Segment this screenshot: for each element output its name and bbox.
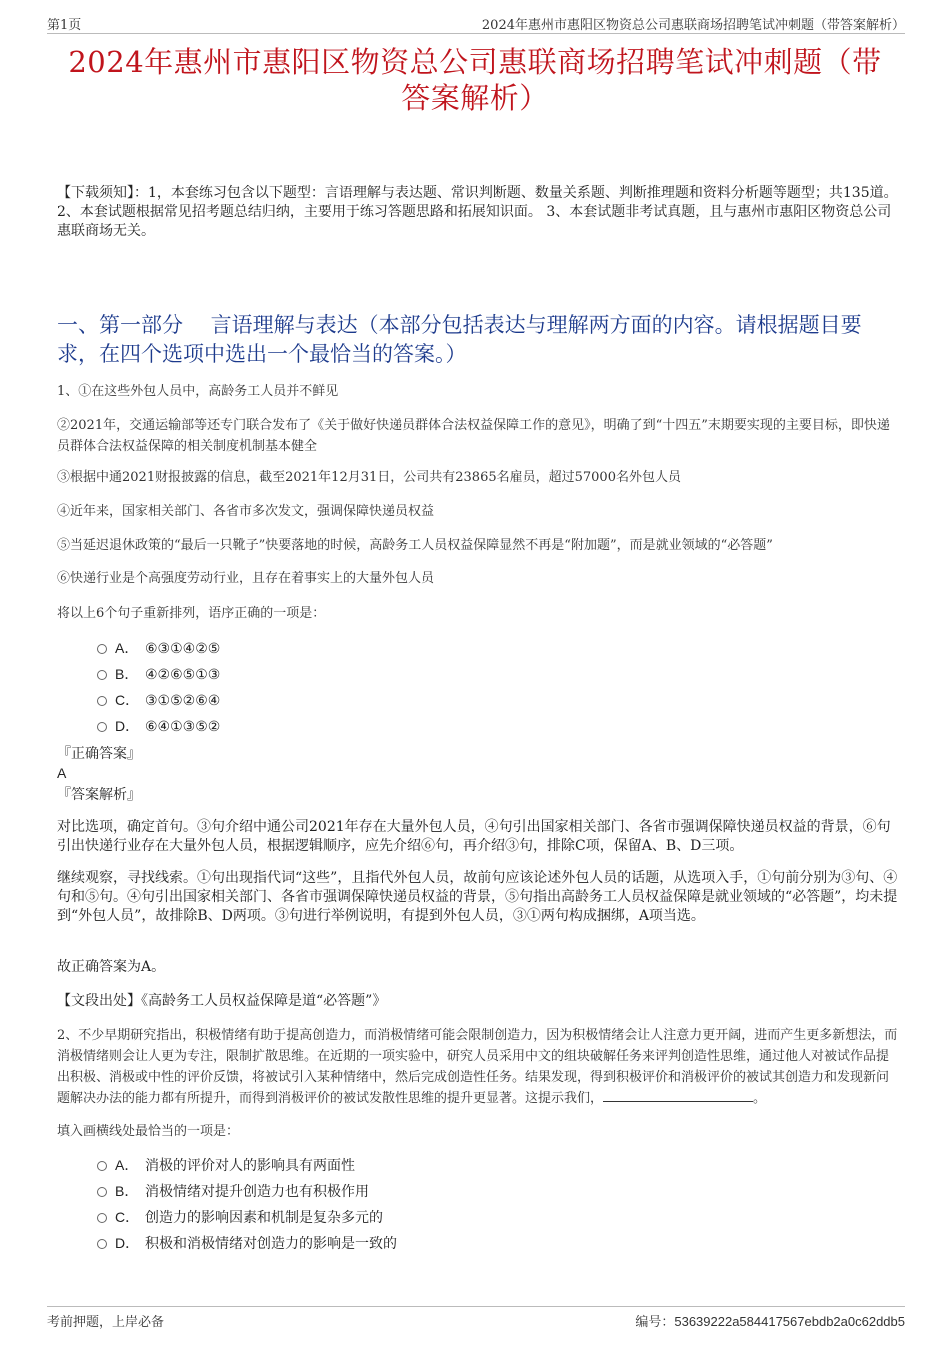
source-citation: 【文段出处】《高龄务工人员权益保障是道“必答题”》 — [57, 993, 387, 1009]
q2-option-d[interactable]: D． 积极和消极情绪对创造力的影响是一致的 — [97, 1233, 397, 1253]
analysis-paragraph-2: 继续观察，寻找线索。①句出现指代词“这些”，且指代外包人员，故前句应该论述外包人员的话题，从选项入手，①句前分别为③句、④句和⑤句。④句引出国家相关部门、各省市强调保障快递员权益的背景，⑤句指出高龄务工人员权益保障是就业领域的“必答题”，均未提到“外包人员”，故排除B、D两项。③句进行举例说明，有提到外包人员，③①两句构成捆绑，A项当选。 — [57, 870, 898, 924]
q1-line-6: ⑥快递行业是个高强度劳动行业，且存在着事实上的大量外包人员 — [57, 571, 435, 586]
q1-option-d[interactable]: D． ⑥④①③⑤② — [97, 716, 220, 736]
footer-divider — [47, 1306, 905, 1307]
q1-line-1: 1、①在这些外包人员中，高龄务工人员并不鲜见 — [57, 384, 339, 399]
radio-icon[interactable] — [97, 1239, 107, 1249]
analysis-conclusion: 故正确答案为A。 — [57, 959, 166, 975]
section-heading: 一、第一部分 言语理解与表达（本部分包括表达与理解两方面的内容。请根据题目要求，在四个选项中选出一个最恰当的答案。） — [57, 313, 862, 366]
answer-blank — [603, 1089, 753, 1102]
radio-icon[interactable] — [97, 696, 107, 706]
page-header — [47, 14, 905, 34]
q1-line-5: ⑤当延迟退休政策的“最后一只靴子”快要落地的时候，高龄务工人员权益保障显然不再是“附加题”，而是就业领域的“必答题” — [57, 538, 773, 553]
q1-line-2: ②2021年，交通运输部等还专门联合发布了《关于做好快递员群体合法权益保障工作的意见》，明确了到“十四五”末期要实现的主要目标，即快递员群体合法权益保障的相关制度机制基本健全 — [57, 418, 890, 454]
q2-stem: 2、不少早期研究指出，积极情绪有助于提高创造力，而消极情绪可能会限制创造力，因为积极情绪会让人注意力更开阔，进而产生更多新想法，而消极情绪则会让人更为专注，限制扩散思维。在近期的一项实验中，研究人员采用中文的组块破解任务来评判创造性思维，通过他人对被试作品提出积极、消极或中性的评价反馈，将被试引入某种情绪中，然后完成创造性任务。结果发现，得到积极评价和消极评价的被试其创造力和发现新问题解决办法的能力都有所提升，而得到消极评价的被试发散性思维的提升更显著。这提示我们， 。 — [57, 1028, 898, 1106]
analysis-label: 『答案解析』 — [57, 787, 141, 803]
footer-slogan: 考前押题，上岸必备 — [47, 1315, 165, 1330]
q1-prompt: 将以上6个句子重新排列，语序正确的一项是： — [57, 606, 326, 621]
q1-line-3: ③根据中通2021财报披露的信息，截至2021年12月31日，公司共有23865名雇员，超过57000名外包人员 — [57, 470, 681, 485]
q1-option-c[interactable]: C． ③①⑤②⑥④ — [97, 690, 220, 710]
q2-option-a[interactable]: A． 消极的评价对人的影响具有两面性 — [97, 1155, 355, 1175]
q1-option-a[interactable]: A． ⑥③①④②⑤ — [97, 638, 220, 658]
footer-code: 编号：53639222a584417567ebdb2a0c62ddb5 — [635, 1314, 905, 1330]
header-doc-title: 2024年惠州市惠阳区物资总公司惠联商场招聘笔试冲刺题（带答案解析） — [481, 18, 905, 33]
header-divider — [47, 33, 905, 34]
download-notice: 【下载须知】：1，本套练习包含以下题型：言语理解与表达题、常识判断题、数量关系题、判断推理题和资料分析题等题型；共135道。 2、本套试题根据常见招考题总结归纳，主要用于练习答题思路和拓展知识面。 3、本套试题非考试真题，且与惠州市惠阳区物资总公司惠联商场无关。 — [57, 185, 898, 239]
answer-label: 『正确答案』 — [57, 746, 141, 762]
analysis-paragraph-1: 对比选项，确定首句。③句介绍中通公司2021年存在大量外包人员，④句引出国家相关部门、各省市强调保障快递员权益的背景，⑥句引出快递行业存在大量外包人员，根据逻辑顺序，应先介绍⑥句，再介绍③句，排除C项，保留A、B、D三项。 — [57, 819, 891, 854]
radio-icon[interactable] — [97, 722, 107, 732]
radio-icon[interactable] — [97, 670, 107, 680]
radio-icon[interactable] — [97, 644, 107, 654]
q1-option-b[interactable]: B． ④②⑥⑤①③ — [97, 664, 220, 684]
page-number: 第1页 — [47, 18, 82, 33]
answer-value: A — [57, 765, 67, 781]
radio-icon[interactable] — [97, 1161, 107, 1171]
q2-option-b[interactable]: B． 消极情绪对提升创造力也有积极作用 — [97, 1181, 369, 1201]
document-title: 2024年惠州市惠阳区物资总公司惠联商场招聘笔试冲刺题（带答案解析） — [68, 45, 882, 115]
q2-option-c[interactable]: C． 创造力的影响因素和机制是复杂多元的 — [97, 1207, 383, 1227]
q1-line-4: ④近年来，国家相关部门、各省市多次发文，强调保障快递员权益 — [57, 504, 435, 519]
radio-icon[interactable] — [97, 1213, 107, 1223]
radio-icon[interactable] — [97, 1187, 107, 1197]
q2-prompt: 填入画横线处最恰当的一项是： — [57, 1124, 240, 1139]
